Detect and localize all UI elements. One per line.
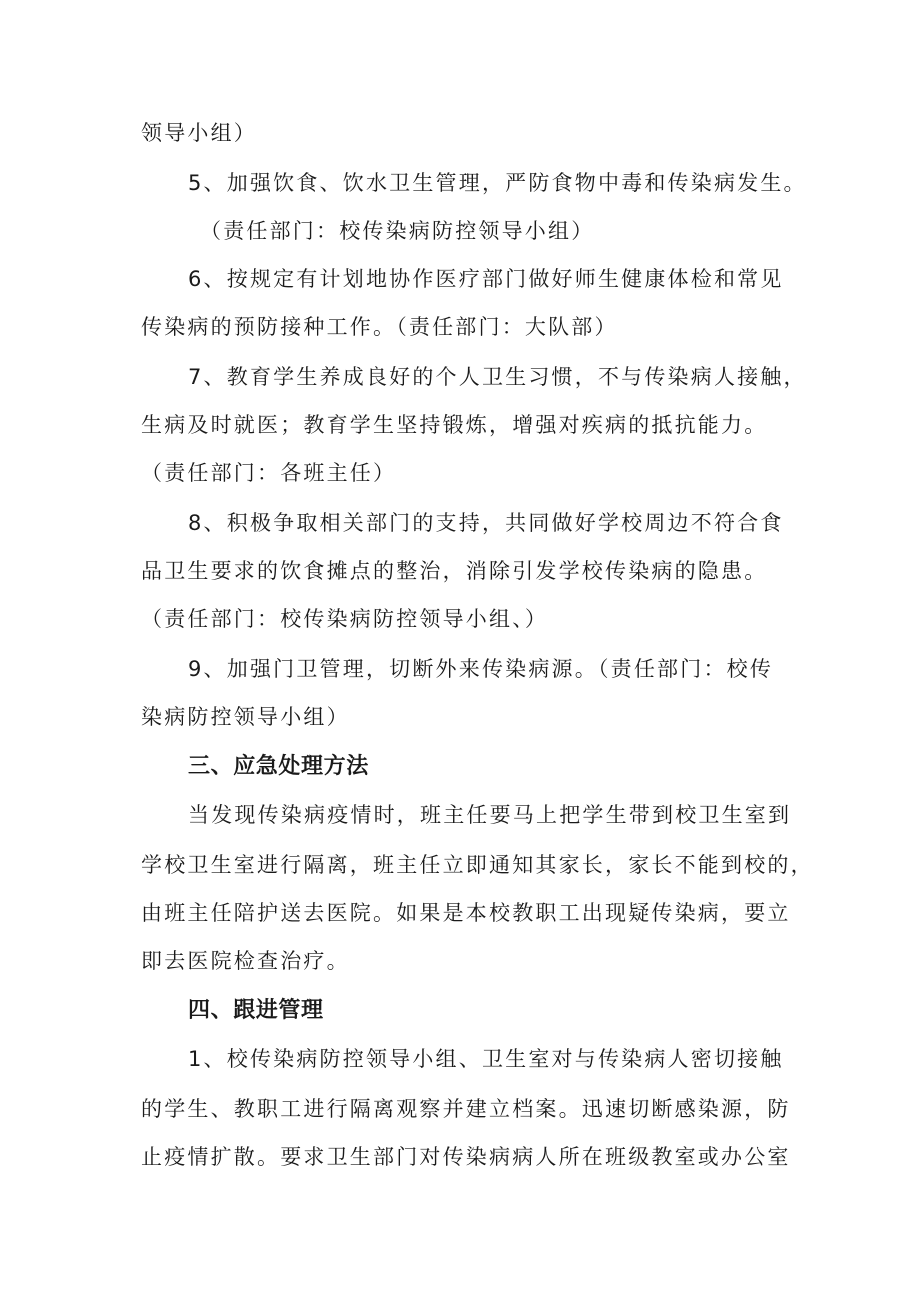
text-line: 品卫生要求的饮食摊点的整治，消除引发学校传染病的隐患。 (141, 559, 768, 583)
text-line: （责任部门：校传染病防控领导小组） (200, 219, 595, 243)
text-line: 8、积极争取相关部门的支持，共同做好学校周边不符合食 (188, 511, 784, 535)
text-line: 5、加强饮食、饮水卫生管理，严防食物中毒和传染病发生。 (188, 171, 807, 195)
text-line: 由班主任陪护送去医院。如果是本校教职工出现疑传染病，要立 (141, 901, 791, 925)
text-line: 学校卫生室进行隔离，班主任立即通知其家长，家长不能到校的， (141, 853, 814, 877)
section-heading: 四、跟进管理 (188, 998, 324, 1023)
text-line: 9、加强门卫管理，切断外来传染病源。（责任部门：校传 (188, 657, 774, 681)
text-line: 染病防控领导小组） (141, 705, 350, 729)
text-line: 即去医院检查治疗。 (141, 949, 350, 973)
text-line: 止疫情扩散。要求卫生部门对传染病病人所在班级教室或办公室 (141, 1145, 791, 1169)
text-line: 6、按规定有计划地协作医疗部门做好师生健康体检和常见 (188, 267, 784, 291)
text-line: 7、教育学生养成良好的个人卫生习惯，不与传染病人接触， (188, 365, 807, 389)
text-line: 领导小组） (141, 121, 257, 145)
text-line: 当发现传染病疫情时，班主任要马上把学生带到校卫生室到 (188, 803, 792, 827)
text-line: （责任部门：各班主任） (141, 461, 397, 485)
text-line: 的学生、教职工进行隔离观察并建立档案。迅速切断感染源，防 (141, 1097, 791, 1121)
text-line: 1、校传染病防控领导小组、卫生室对与传染病人密切接触 (188, 1047, 784, 1071)
text-line: 传染病的预防接种工作。（责任部门：大队部） (141, 315, 618, 339)
text-line: （责任部门：校传染病防控领导小组、） (141, 607, 549, 631)
text-line: 生病及时就医；教育学生坚持锻炼，增强对疾病的抵抗能力。 (141, 413, 768, 437)
section-heading: 三、应急处理方法 (188, 754, 369, 779)
